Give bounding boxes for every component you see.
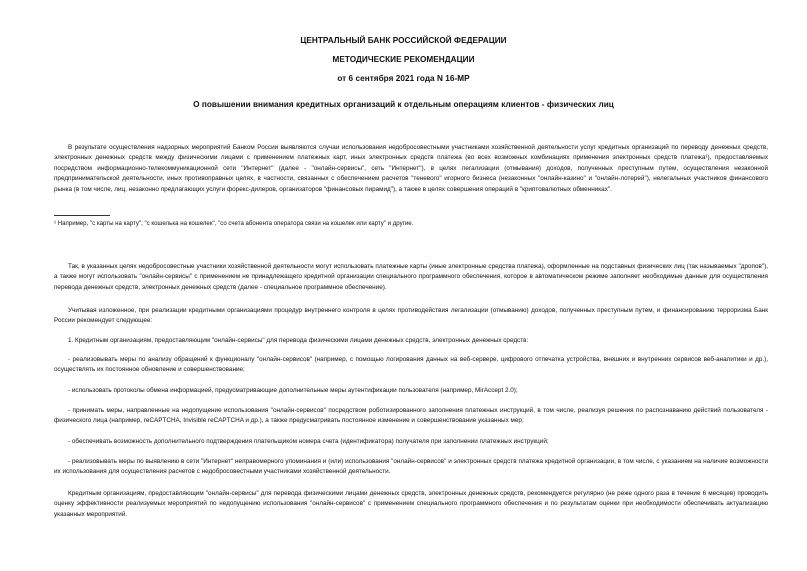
paragraph-intro: В результате осуществления надзорных мероприятий Банком России выявляются случаи использования недобросовестными участниками хозяйственной деятельности услуг кредитных организаций по переводу денежных средств, электронных денежных средств между физическими лицами с применением платежных карт, иных электронных средств платежа (во всех возможных комбинациях применения электронных средств платежа¹), предоставляемых посредством информационно-телекоммуникационной сети "Интернет" (далее - "онлайн-сервисы", сеть "Интернет"), в целях легализации (отмывания) доходов, полученных преступным путем, осуществления незаконной предпринимательской деятельности, иных противоправных целях, в частности, связанных с обеспечением расчетов "теневого" игорного бизнеса (незаконных "онлайн-казино" и "онлайн-лотерей"), нелегальных участников финансового рынка (в том числе, лиц, незаконно предлагающих услуги форекс-дилеров, организаторов "финансовых пирамид"), а также в целях совершения операций в "криптовалютных обменниках". [54, 144, 768, 193]
list-item-monitoring: - реализовывать меры по выявлению в сети "Интернет" неправомерного упоминания и (или) использования "онлайн-сервисов" и электронных средств платежа кредитной организации, в том числе, с указанием на наличие возможности их использования для осуществления расчетов с недобросовестными участниками хозяйственной деятельности. [54, 458, 768, 476]
list-item-protocols: - использовать протоколы обмена информацией, предусматривающие дополнительные меры аутентификации пользователя (например, MirAccept 2.0); [68, 387, 518, 394]
document-subject: О повышении внимания кредитных организаций к отдельным операциям клиентов - физических лиц [193, 100, 614, 109]
issuer-title: ЦЕНТРАЛЬНЫЙ БАНК РОССИЙСКОЙ ФЕДЕРАЦИИ [300, 36, 507, 45]
list-item-confirmation: - обеспечивать возможность дополнительного подтверждения плательщиком номера счета (идентификатора) получателя при заполнении платежных инструкций; [68, 438, 549, 445]
document-date: от 6 сентября 2021 года N 16-МР [337, 74, 470, 83]
list-item-analysis: - реализовывать меры по анализу обращений к функционалу "онлайн-сервисов" (например, с помощью логирования данных на веб-сервере, цифрового отпечатка устройства, внешних и внутренних сервисов веб-аналитики и др.), осуществлять их постоянное обновление и совершенствование; [54, 356, 768, 374]
document-type: МЕТОДИЧЕСКИЕ РЕКОМЕНДАЦИИ [332, 55, 475, 64]
footnote: ¹ Например, "с карты на карту", "с кошелька на кошелек", "со счета абонента оператора связи на кошелек или карту" и другие. [54, 220, 414, 227]
paragraph-item-1: 1. Кредитным организациям, предоставляющим "онлайн-сервисы" для перевода физическими лицами денежных средств, электронных денежных средств: [68, 337, 529, 344]
paragraph-dropy: Так, в указанных целях недобросовестные участники хозяйственной деятельности могут использовать платежные карты (иные электронные средства платежа), оформленные на подставных физических лиц (так называемых "дропов"), а также могут использовать "онлайн-сервисы" с применением не принадлежащего кредитной организации специального программного обеспечения, которое в автоматическом режиме заполняет необходимые данные для осуществления перевода денежных средств, электронных денежных средств (далее - специальное программное обеспечение). [54, 263, 768, 291]
paragraph-evaluation: Кредитным организациям, предоставляющим "онлайн-сервисы" для перевода физическими лицами денежных средств, электронных денежных средств, рекомендуется регулярно (не реже одного раза в течение 6 месяцев) проводить оценку эффективности реализуемых мероприятий по недопущению использования "онлайн-сервисов" с применением специального программного обеспечения и по результатам оценки при необходимости обеспечивать актуализацию указанных мероприятий. [54, 490, 768, 518]
list-item-robot-prevention: - принимать меры, направленные на недопущение использования "онлайн-сервисов" посредством роботизированного заполнения платежных инструкций, в том числе, реализуя решения по распознаванию действий пользователя - физического лица (например, reCAPTCHA, Invisible reCAPTCHA и др.), а также предусматривать постоянное изменение и совершенствование указанных мер; [54, 407, 768, 425]
paragraph-recommendation-intro: Учитывая изложенное, при реализации кредитными организациями процедур внутреннего контроля в целях противодействия легализации (отмыванию) доходов, полученных преступным путем, и финансированию терроризма Банк России рекомендует следующее: [54, 307, 768, 325]
footnote-separator [54, 215, 110, 216]
